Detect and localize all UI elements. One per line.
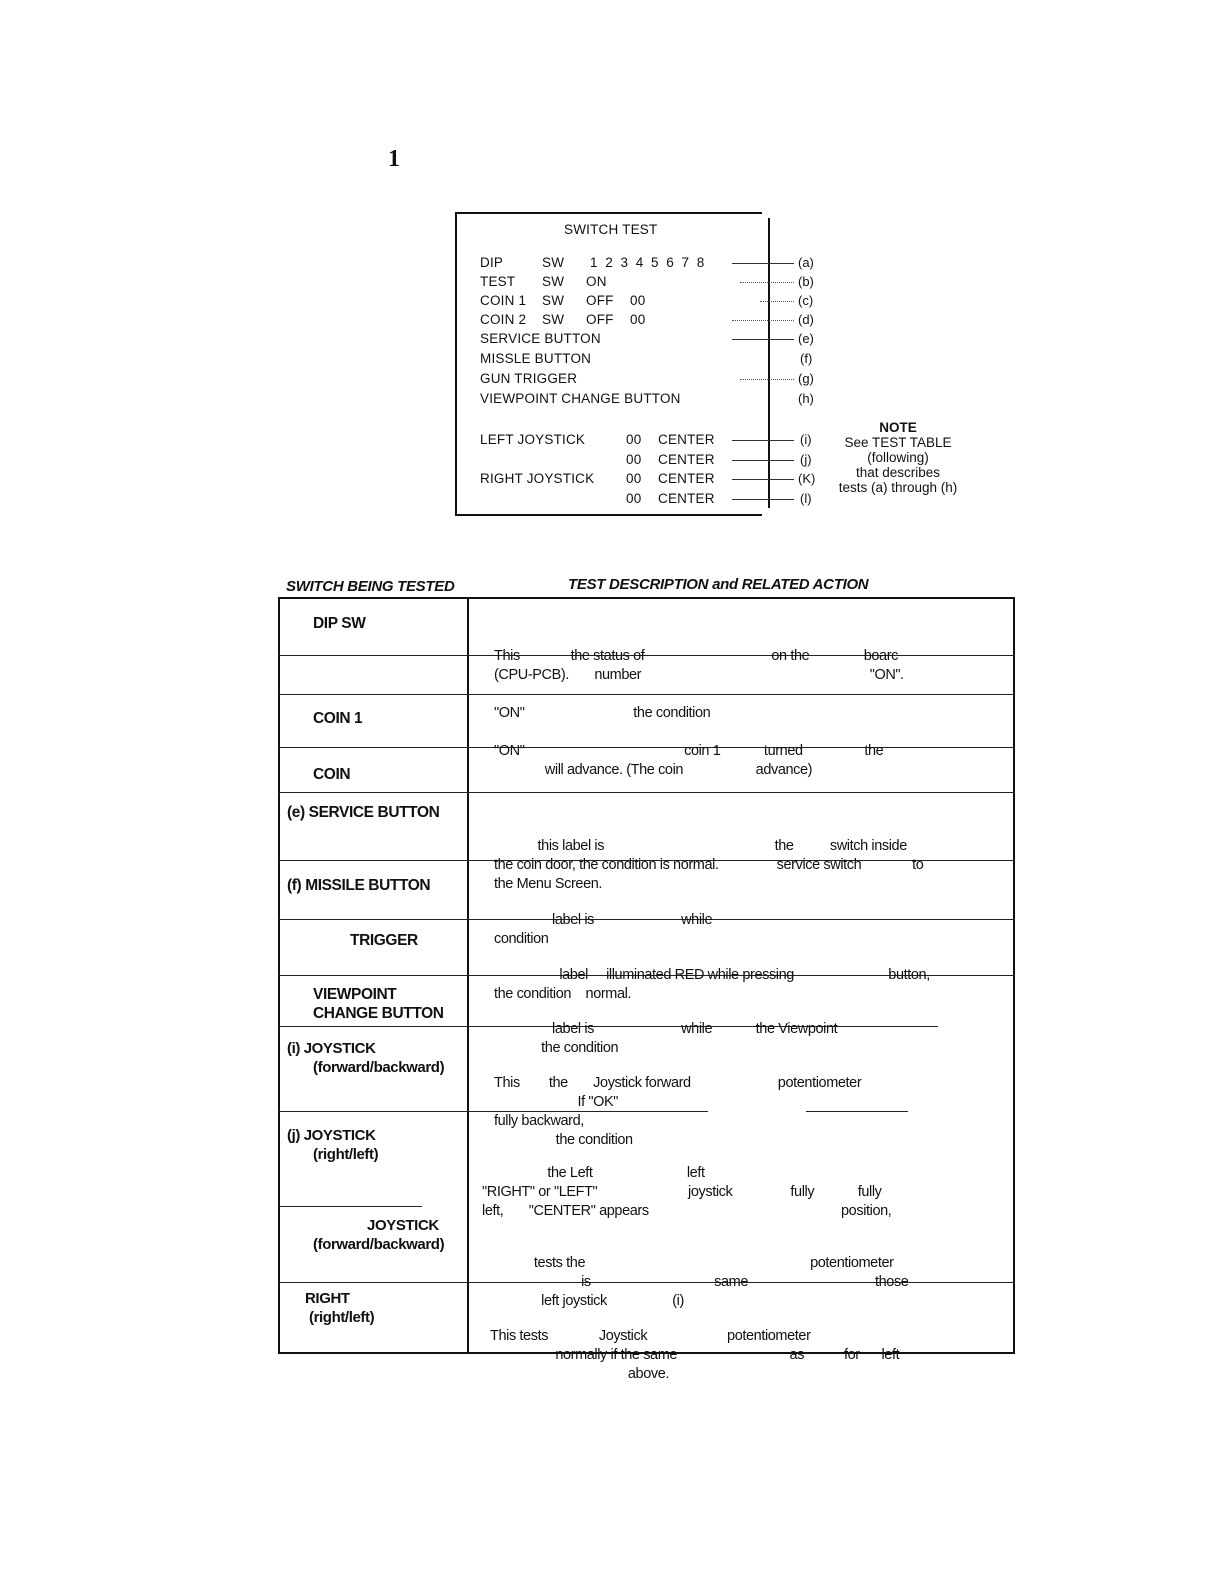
screen-title: SWITCH TEST: [564, 222, 658, 237]
note-box: [818, 420, 978, 495]
joystick-label: LEFT JOYSTICK: [480, 432, 586, 447]
callout-label: (j): [800, 452, 812, 467]
leader-line: [732, 499, 794, 500]
screen-line: VIEWPOINT CHANGE BUTTON: [480, 391, 681, 406]
table-row-label: (i) JOYSTICK (forward/backward): [287, 1040, 445, 1076]
joystick-value: 00: [626, 471, 642, 486]
callout-label: (b): [798, 274, 814, 289]
joystick-label: RIGHT JOYSTICK: [480, 471, 595, 486]
table-row-description: "ON" the condition: [494, 705, 711, 721]
line-count: 00: [630, 312, 646, 327]
callout-label: (a): [798, 255, 814, 270]
table-row-description: tests the potentiometer is same those left joystick (i): [494, 1255, 909, 1309]
screen-line: SERVICE BUTTON: [480, 331, 601, 346]
leader-line: [732, 460, 794, 461]
table-row-label: VIEWPOINT CHANGE BUTTON: [313, 986, 444, 1022]
page-number: 1: [388, 146, 400, 172]
joystick-state: CENTER: [658, 471, 715, 486]
joystick-state: CENTER: [658, 432, 715, 447]
line-sw: SW: [542, 312, 565, 327]
leader-line: [732, 263, 794, 264]
leader-line: [732, 440, 794, 441]
table-row-label: (e) SERVICE BUTTON: [287, 804, 440, 821]
joystick-value: 00: [626, 452, 642, 467]
joystick-value: 00: [626, 491, 642, 506]
callout-label: (h): [798, 391, 814, 406]
line-count: 00: [630, 293, 646, 308]
note-line: tests (a) through (h): [838, 480, 958, 495]
screen-top-border: [455, 212, 762, 214]
table-row-label: COIN: [313, 766, 351, 783]
table-row-label: JOYSTICK (forward/backward): [313, 1217, 445, 1253]
line-state: OFF: [586, 312, 614, 327]
callout-label: (d): [798, 312, 814, 327]
line-sw: SW: [542, 274, 565, 289]
callout-label: (g): [798, 371, 814, 386]
joystick-state: CENTER: [658, 491, 715, 506]
screen-left-border: [455, 212, 457, 516]
table-top-border: [278, 597, 1014, 599]
note-line: (following): [867, 450, 929, 465]
callout-label: (f): [800, 351, 813, 366]
joystick-state: CENTER: [658, 452, 715, 467]
row-separator: [278, 1206, 422, 1207]
callout-label: (K): [798, 471, 816, 486]
callout-label: (i): [800, 432, 812, 447]
screen-right-border: [768, 218, 770, 508]
line-sw: SW: [542, 293, 565, 308]
table-row-description: This the status of on the boarc (CPU-PCB). number "ON".: [494, 648, 904, 683]
note-title: NOTE: [879, 420, 917, 435]
note-line: See TEST TABLE: [844, 435, 952, 450]
table-row-label: (f) MISSILE BUTTON: [287, 877, 431, 894]
table-row-label: COIN 1: [313, 710, 363, 727]
callout-label: (c): [798, 293, 814, 308]
screen-line: GUN TRIGGER: [480, 371, 578, 386]
line-label: COIN 2: [480, 312, 527, 327]
table-row-label: (j) JOYSTICK (right/left): [287, 1127, 379, 1163]
line-label: DIP: [480, 255, 504, 270]
leader-line: [732, 479, 794, 480]
screen-bottom-border: [455, 514, 762, 516]
table-row-description: label is while the Viewpoint the condition: [494, 1021, 838, 1056]
table-row-description: "ON" coin 1 turned the will advance. (The coin advance): [494, 743, 884, 778]
line-sw: SW: [542, 255, 565, 270]
table-row-description: This tests Joystick potentiometer normally if the same as for left above.: [490, 1328, 900, 1382]
callout-label: (e): [798, 331, 814, 346]
table-row-label: RIGHT (right/left): [305, 1290, 375, 1326]
line-label: TEST: [480, 274, 516, 289]
leader-line: [740, 379, 794, 380]
table-row-description: this label is the switch inside the coin door, the condition is normal. service switch to the Menu Screen.: [494, 838, 924, 892]
leader-line: [732, 339, 794, 340]
leader-line: [732, 320, 794, 321]
table-row-description: This the Joystick forward potentiometer If "OK" fully backward, the condition: [494, 1075, 862, 1148]
screen-line: MISSLE BUTTON: [480, 351, 592, 366]
note-line: that describes: [855, 465, 941, 480]
leader-line: [740, 282, 794, 283]
table-row-description: the Left left "RIGHT" or "LEFT" joystick fully fully left, "CENTER" appears position,: [482, 1165, 892, 1219]
table-row-description: label is while condition: [494, 912, 713, 947]
table-header-right: TEST DESCRIPTION and RELATED ACTION: [568, 576, 869, 593]
table-header-left: SWITCH BEING TESTED: [286, 578, 455, 595]
line-state: OFF: [586, 293, 614, 308]
joystick-value: 00: [626, 432, 642, 447]
leader-line: [760, 301, 794, 302]
table-row-description: label illuminated RED while pressing button, the condition normal.: [494, 967, 930, 1002]
line-label: COIN 1: [480, 293, 527, 308]
line-state: ON: [586, 274, 607, 289]
line-state: 1 2 3 4 5 6 7 8: [590, 255, 707, 270]
table-row-label: TRIGGER: [350, 932, 418, 949]
table-row-label: DIP SW: [313, 615, 366, 632]
callout-label: (l): [800, 491, 812, 506]
